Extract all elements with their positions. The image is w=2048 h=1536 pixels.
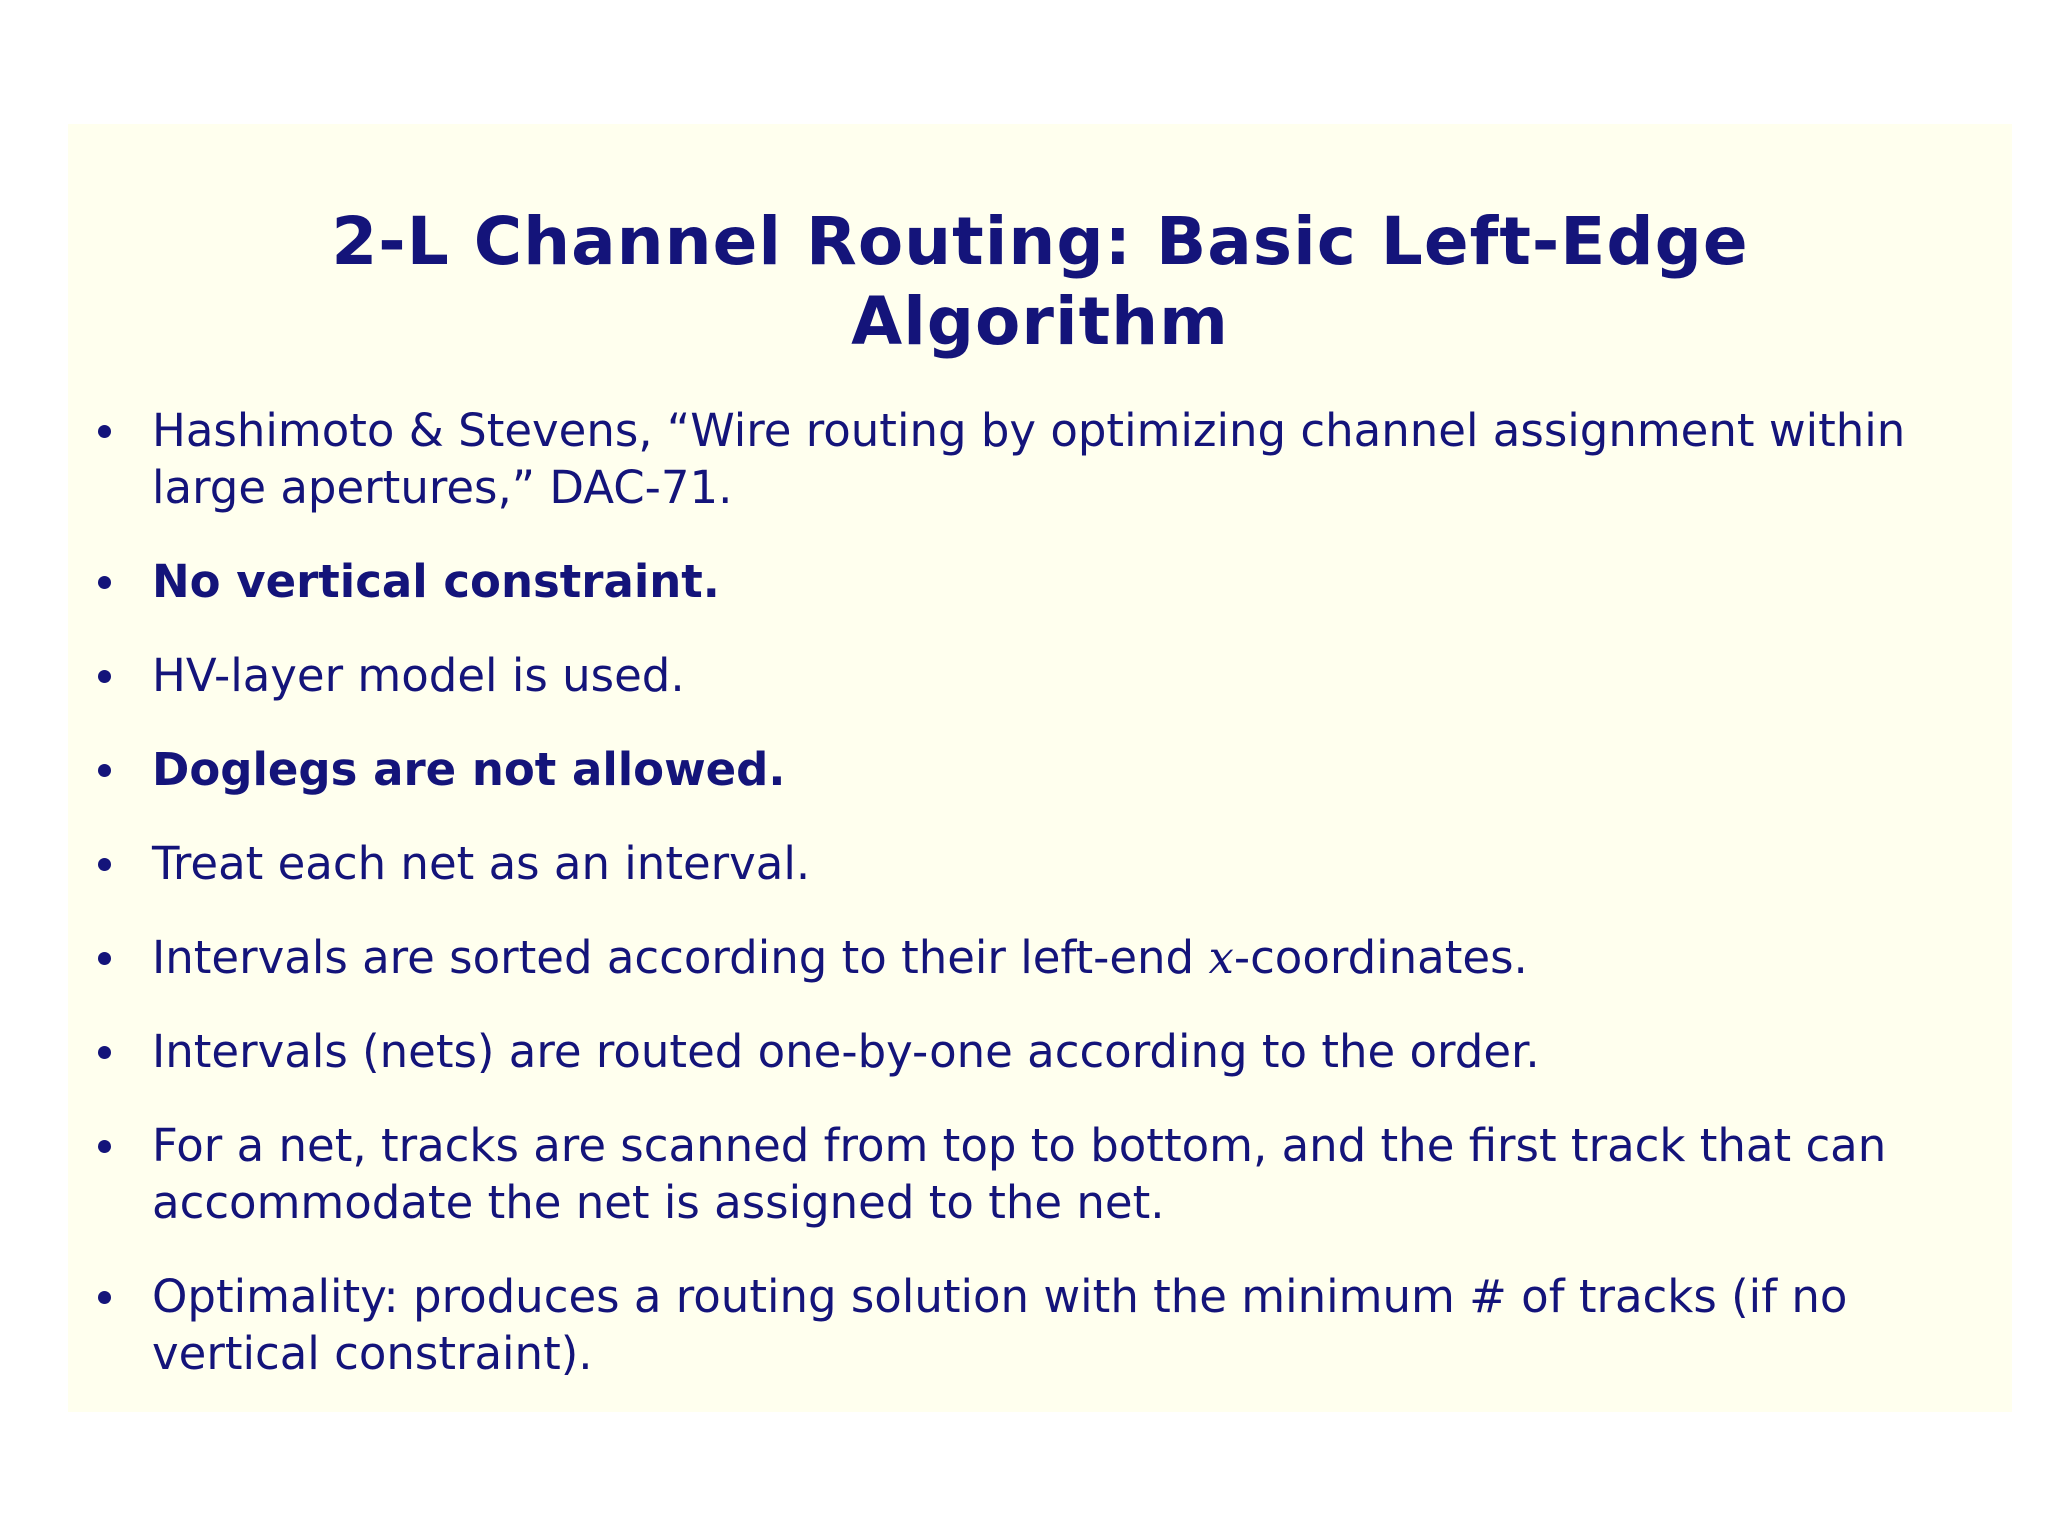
bullet-text (152, 931, 1528, 984)
bullet-item-citation (68, 402, 2012, 516)
bullet-text: For a net, tracks are scanned from top to bottom, and the first track that can accommodate the net is assigned to the net. (152, 1119, 1887, 1229)
slide (68, 124, 2012, 1412)
bullet-item-doglegs (68, 741, 2012, 798)
bullet-item-hv-layer (68, 647, 2012, 704)
bullet-text: Intervals (nets) are routed one-by-one according to the order. (152, 1025, 1540, 1078)
bullet-dot-icon (98, 1046, 111, 1059)
math-variable-x: x (1208, 931, 1234, 984)
bullet-dot-icon (98, 670, 111, 683)
bullet-item-track-scan (68, 1117, 2012, 1231)
slide-title-line-1: 2-L Channel Routing: Basic Left-Edge (331, 203, 1749, 280)
bullet-text: Hashimoto & Stevens, “Wire routing by optimizing channel assignment within large apertures,” DAC-71. (152, 404, 1906, 514)
bullet-text-after: -coordinates. (1233, 931, 1528, 984)
bullet-item-interval (68, 835, 2012, 892)
bullet-dot-icon (98, 425, 111, 438)
bullet-dot-icon (98, 764, 111, 777)
bullet-text: No vertical constraint. (152, 555, 720, 608)
bullet-dot-icon (98, 858, 111, 871)
bullet-text-before: Intervals are sorted according to their left-end (152, 931, 1209, 984)
slide-title (68, 202, 2012, 362)
bullet-item-sorted (68, 929, 2012, 986)
bullet-list (68, 402, 2012, 1419)
bullet-text: Optimality: produces a routing solution with the minimum # of tracks (if no vertical constraint). (152, 1270, 1848, 1380)
bullet-item-no-vertical-constraint (68, 553, 2012, 610)
bullet-dot-icon (98, 1291, 111, 1304)
bullet-item-optimality (68, 1268, 2012, 1382)
bullet-dot-icon (98, 576, 111, 589)
slide-title-line-2: Algorithm (851, 283, 1229, 360)
bullet-text: Doglegs are not allowed. (152, 743, 786, 796)
bullet-item-routed-order (68, 1023, 2012, 1080)
bullet-dot-icon (98, 1140, 111, 1153)
bullet-text: HV-layer model is used. (152, 649, 685, 702)
bullet-text: Treat each net as an interval. (152, 837, 811, 890)
bullet-dot-icon (98, 952, 111, 965)
